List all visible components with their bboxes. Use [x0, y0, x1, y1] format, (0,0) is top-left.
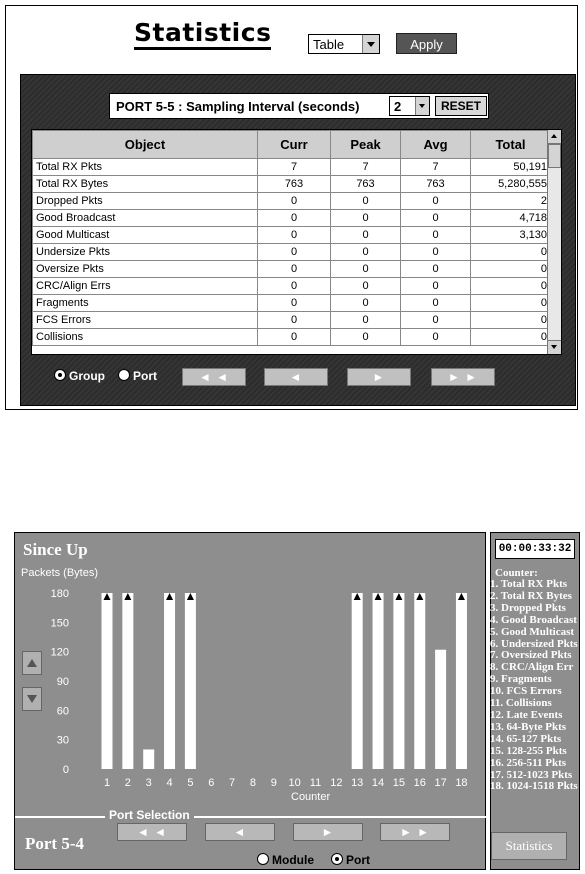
last-port-button[interactable]: ► ►: [380, 823, 450, 841]
table-cell-value: 0: [401, 210, 471, 227]
port-selection-label: Port Selection: [105, 808, 194, 822]
column-header: Avg: [401, 131, 471, 159]
table-cell-value: 763: [401, 176, 471, 193]
x-tick-label: 13: [351, 777, 364, 789]
since-up-graph-panel: [14, 532, 486, 870]
counter-legend-item: 1. Total RX Pkts: [490, 578, 568, 590]
port-label: PORT 5-5 : Sampling Interval (seconds): [116, 99, 360, 114]
chart-bar: [435, 650, 446, 769]
table-cell-value: 0: [401, 329, 471, 346]
table-cell-value: 763: [258, 176, 331, 193]
table-cell-value: 7: [331, 159, 401, 176]
x-axis-title: Counter: [291, 791, 331, 803]
table-cell-object: FCS Errors: [33, 312, 258, 329]
table-body: [33, 159, 551, 346]
x-tick-label: 4: [166, 777, 173, 789]
table-cell-value: 0: [258, 193, 331, 210]
table-cell-value: 0: [401, 193, 471, 210]
counter-legend-item: 13. 64-Byte Pkts: [490, 720, 567, 733]
chart-bar: [373, 593, 384, 769]
y-axis-title: Packets (Bytes): [21, 567, 99, 579]
table-cell-value: 0: [471, 244, 551, 261]
y-tick-label: 180: [50, 588, 69, 600]
radio-group-indicator[interactable]: [54, 369, 66, 381]
radio-group[interactable]: [54, 369, 105, 383]
radio-port-label: Port: [133, 369, 157, 383]
table-row: [33, 176, 551, 193]
port-header: [109, 93, 489, 119]
table-cell-value: 0: [258, 295, 331, 312]
statistics-button[interactable]: Statistics: [491, 832, 567, 860]
chart-bar: [185, 593, 196, 769]
first-port-button[interactable]: ◄ ◄: [117, 823, 187, 841]
chart-bar: [122, 593, 133, 769]
table-cell-value: 0: [401, 295, 471, 312]
column-header: Curr: [258, 131, 331, 159]
chart-bar: [143, 749, 154, 769]
table-row: [33, 329, 551, 346]
sampling-interval-select[interactable]: [389, 96, 430, 116]
radio-port[interactable]: [118, 369, 157, 383]
counter-legend-item: 2. Total RX Bytes: [490, 589, 572, 602]
table-cell-value: 0: [331, 261, 401, 278]
y-tick-label: 120: [50, 646, 69, 659]
counter-legend-item: 8. CRC/Align Err: [490, 661, 574, 674]
chart-bar: [393, 593, 404, 769]
counter-legend-item: 12. Late Events: [490, 708, 563, 721]
table-cell-object: Dropped Pkts: [33, 193, 258, 210]
table-cell-value: 0: [331, 227, 401, 244]
counter-legend-list: [490, 579, 578, 793]
table-row: [33, 312, 551, 329]
table-cell-value: 0: [258, 244, 331, 261]
counter-legend-item: 3. Dropped Pkts: [490, 601, 566, 614]
chart-bar: [414, 593, 425, 769]
counter-legend-item: 6. Undersized Pkts: [490, 637, 578, 650]
chart-bar: [352, 593, 363, 769]
table-cell-value: 0: [331, 193, 401, 210]
table-cell-value: 5,280,555: [471, 176, 551, 193]
x-tick-label: 9: [270, 777, 277, 789]
radio-port-indicator[interactable]: [118, 369, 130, 381]
table-cell-value: 4,718: [471, 210, 551, 227]
last-page-button[interactable]: ► ►: [431, 368, 495, 386]
y-tick-label: 150: [50, 617, 69, 630]
table-cell-object: Fragments: [33, 295, 258, 312]
table-row: [33, 210, 551, 227]
table-cell-value: 0: [401, 244, 471, 261]
counter-legend-item: 15. 128-255 Pkts: [490, 744, 567, 757]
x-tick-label: 7: [229, 777, 236, 789]
table-scrollbar[interactable]: [547, 130, 561, 354]
table-cell-value: 763: [331, 176, 401, 193]
table-cell-object: Total RX Bytes: [33, 176, 258, 193]
x-tick-label: 6: [208, 777, 215, 789]
x-tick-label: 1: [103, 777, 111, 789]
radio-port-graph-indicator[interactable]: [331, 853, 343, 865]
counter-legend-item: 7. Oversized Pkts: [490, 649, 572, 662]
radio-port-graph[interactable]: [331, 853, 370, 867]
table-cell-value: 2: [471, 193, 551, 210]
table-cell-value: 0: [258, 312, 331, 329]
chevron-down-icon[interactable]: [415, 97, 429, 115]
table-row: [33, 244, 551, 261]
scale-down-arrow-icon[interactable]: [22, 687, 42, 711]
counter-legend-item: 11. Collisions: [490, 697, 552, 710]
next-page-button[interactable]: ►: [347, 368, 411, 386]
counter-legend-item: 9. Fragments: [490, 673, 552, 686]
x-tick-label: 2: [124, 777, 131, 789]
table-cell-value: 50,191: [471, 159, 551, 176]
table-row: [33, 193, 551, 210]
table-cell-value: 0: [471, 329, 551, 346]
y-tick-label: 0: [62, 764, 69, 776]
x-tick-label: 12: [330, 777, 343, 789]
page-title: Statistics: [134, 20, 271, 50]
column-header: Peak: [331, 131, 401, 159]
table-row: [33, 159, 551, 176]
chart-bar: [164, 593, 175, 769]
table-header-row: [33, 131, 551, 159]
counter-legend-item: 10. FCS Errors: [490, 685, 562, 698]
table-cell-value: 0: [258, 329, 331, 346]
x-tick-label: 11: [309, 777, 322, 789]
table-cell-value: 0: [331, 210, 401, 227]
table-cell-object: Total RX Pkts: [33, 159, 258, 176]
previous-page-button[interactable]: ◄: [264, 368, 328, 386]
table-cell-value: 0: [331, 329, 401, 346]
graph-title: Since Up: [23, 540, 88, 559]
radio-module-label: Module: [272, 853, 314, 867]
radio-module[interactable]: [257, 853, 314, 867]
counter-legend-item: 5. Good Multicast: [490, 625, 575, 638]
y-tick-label: 30: [56, 734, 69, 747]
table-cell-value: 0: [258, 261, 331, 278]
x-tick-label: 3: [145, 777, 152, 789]
x-tick-label: 14: [371, 777, 385, 789]
view-mode-select[interactable]: [308, 34, 380, 54]
previous-port-button[interactable]: ◄: [205, 823, 275, 841]
table-cell-object: Good Broadcast: [33, 210, 258, 227]
table-row: [33, 227, 551, 244]
table-cell-object: CRC/Align Errs: [33, 278, 258, 295]
scrollbar-thumb[interactable]: [548, 144, 561, 168]
table-cell-object: Oversize Pkts: [33, 261, 258, 278]
x-tick-label: 8: [249, 777, 257, 789]
radio-port-graph-label: Port: [346, 853, 370, 867]
table-cell-value: 0: [471, 261, 551, 278]
table-cell-value: 0: [471, 278, 551, 295]
counter-legend-item: 16. 256-511 Pkts: [490, 756, 567, 769]
x-tick-label: 10: [288, 777, 301, 789]
table-cell-value: 7: [401, 159, 471, 176]
radio-group-label: Group: [69, 369, 105, 383]
table-cell-value: 0: [401, 227, 471, 244]
counter-legend-title: Counter:: [495, 567, 538, 579]
scroll-down-arrow-icon[interactable]: [548, 340, 561, 354]
chevron-down-icon[interactable]: [362, 35, 379, 53]
chart-bar: [456, 593, 467, 769]
counter-legend-item: 17. 512-1023 Pkts: [490, 768, 573, 781]
table-row: [33, 278, 551, 295]
reset-button[interactable]: RESET: [435, 96, 487, 116]
port-name: Port 5-4: [25, 834, 85, 853]
view-mode-value: Table: [313, 37, 345, 52]
table-cell-value: 0: [331, 244, 401, 261]
chart-bar: [102, 593, 113, 769]
uptime-clock: 00:00:33:32: [495, 539, 575, 559]
scale-up-arrow-icon[interactable]: [22, 651, 42, 675]
counter-legend-panel: [490, 532, 580, 870]
x-tick-label: 5: [187, 777, 194, 789]
table-cell-value: 0: [331, 312, 401, 329]
x-tick-label: 18: [455, 777, 468, 789]
table-cell-value: 0: [258, 227, 331, 244]
scroll-up-arrow-icon[interactable]: [548, 130, 561, 144]
table-cell-value: 3,130: [471, 227, 551, 244]
table-row: [33, 261, 551, 278]
table-cell-value: 0: [331, 278, 401, 295]
statistics-table-container: [31, 129, 562, 355]
table-cell-value: 0: [401, 312, 471, 329]
table-cell-object: Undersize Pkts: [33, 244, 258, 261]
y-tick-label: 60: [56, 705, 69, 718]
table-cell-value: 0: [471, 295, 551, 312]
apply-button[interactable]: Apply: [396, 33, 457, 54]
statistics-table-panel: [20, 74, 576, 406]
column-header: Total: [471, 131, 551, 159]
sampling-interval-value: 2: [394, 99, 402, 114]
counter-legend-item: 4. Good Broadcast: [490, 613, 577, 626]
x-tick-label: 16: [413, 777, 426, 789]
counter-legend-item: 18. 1024-1518 Pkts: [490, 780, 578, 793]
table-cell-value: 0: [401, 278, 471, 295]
statistics-table: [32, 130, 551, 346]
table-cell-value: 0: [471, 312, 551, 329]
table-row: [33, 295, 551, 312]
next-port-button[interactable]: ►: [293, 823, 363, 841]
column-header: Object: [33, 131, 258, 159]
table-cell-value: 0: [258, 278, 331, 295]
table-cell-value: 0: [258, 210, 331, 227]
radio-module-indicator[interactable]: [257, 853, 269, 865]
first-page-button[interactable]: ◄ ◄: [182, 368, 246, 386]
x-tick-label: 15: [392, 777, 406, 789]
statistics-window: [5, 5, 578, 410]
y-tick-label: 90: [56, 676, 69, 688]
table-cell-value: 0: [331, 295, 401, 312]
table-cell-object: Collisions: [33, 329, 258, 346]
table-cell-value: 0: [401, 261, 471, 278]
counter-legend-item: 14. 65-127 Pkts: [490, 732, 562, 745]
table-cell-value: 7: [258, 159, 331, 176]
divider: [15, 816, 487, 818]
table-cell-object: Good Multicast: [33, 227, 258, 244]
x-tick-label: 17: [434, 777, 447, 789]
